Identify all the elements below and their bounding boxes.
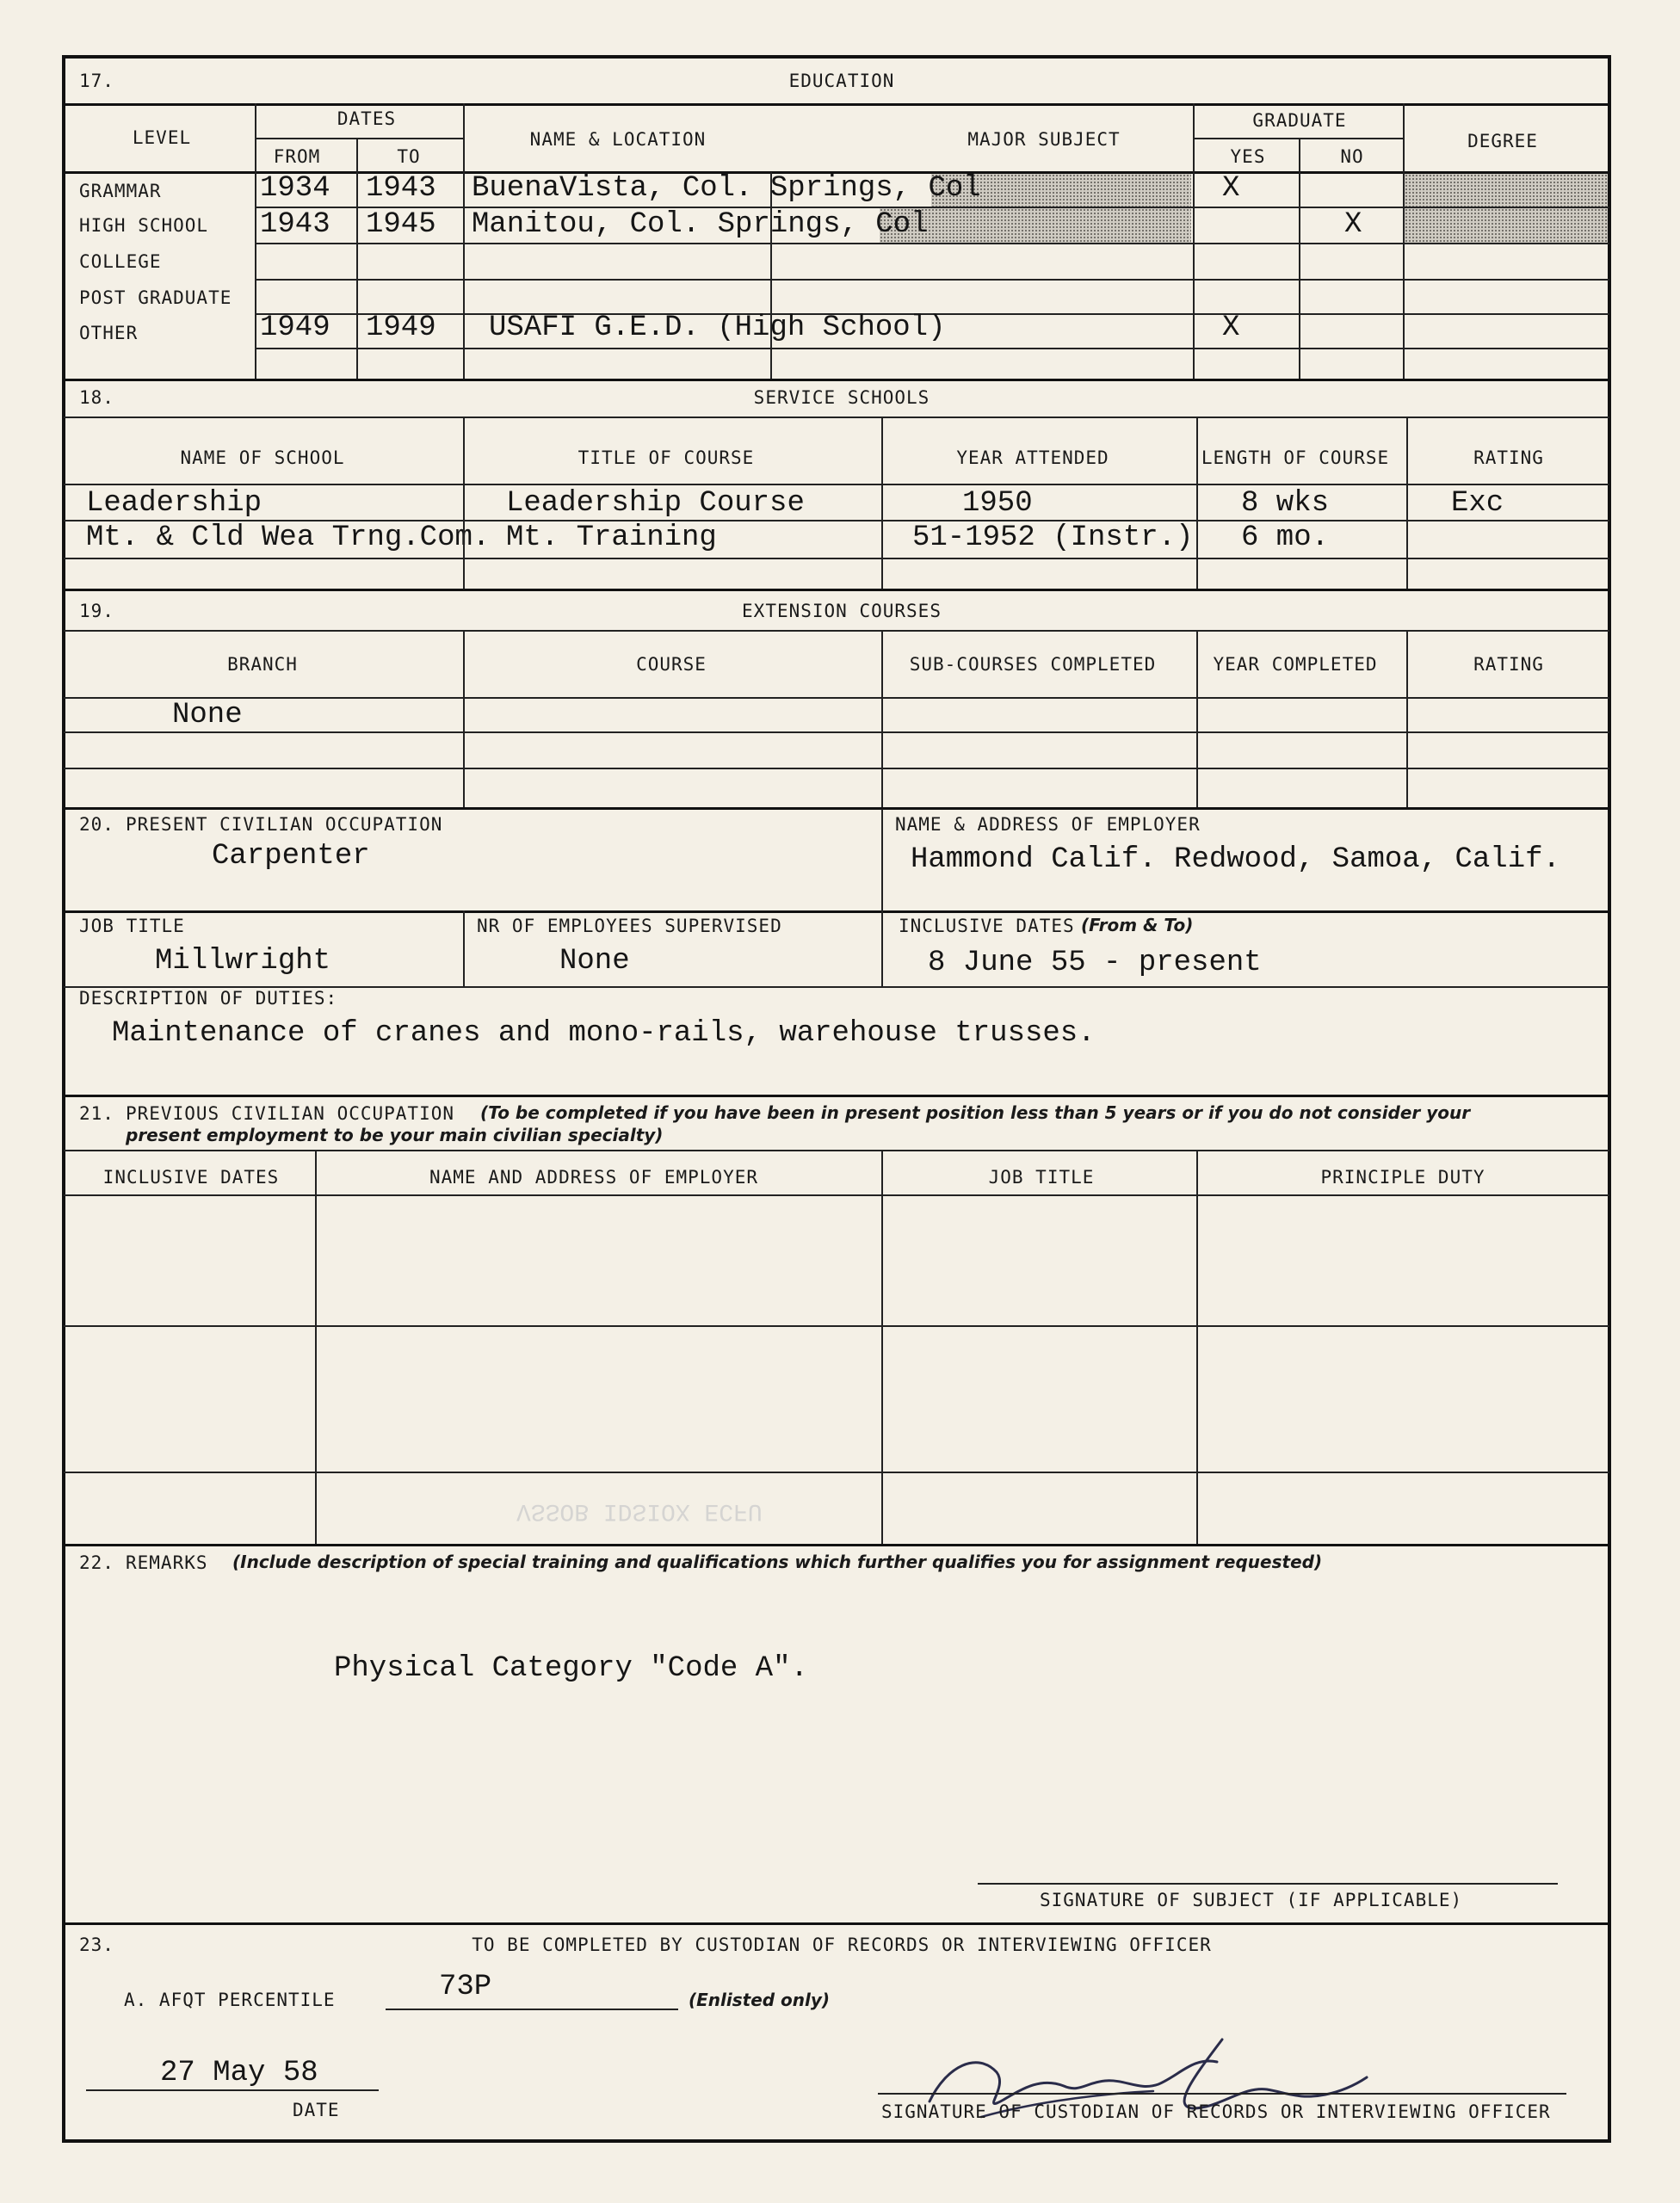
- edu-from: 1934: [260, 172, 330, 205]
- school-rating: Exc: [1451, 487, 1504, 520]
- employer-label: NAME & ADDRESS OF EMPLOYER: [895, 814, 1201, 835]
- previous-occupation-label: PREVIOUS CIVILIAN OCCUPATION: [126, 1103, 455, 1124]
- header-job-title: JOB TITLE: [988, 1167, 1095, 1188]
- school-length: 8 wks: [1241, 487, 1330, 520]
- edu-to: 1945: [366, 208, 436, 241]
- header-name-location: NAME & LOCATION: [529, 129, 707, 150]
- section-number: 17.: [79, 71, 114, 91]
- employer-value: Hammond Calif. Redwood, Samoa, Calif.: [911, 843, 1560, 876]
- section-number: 18.: [79, 387, 114, 408]
- level-post-graduate: POST GRADUATE: [79, 287, 232, 308]
- level-high-school: HIGH SCHOOL: [79, 215, 209, 236]
- header-course: COURSE: [636, 654, 707, 675]
- edu-to: 1949: [366, 312, 436, 344]
- job-title-label: JOB TITLE: [79, 916, 185, 936]
- custodian-title: TO BE COMPLETED BY CUSTODIAN OF RECORDS OR INTERVIEWING OFFICER: [472, 1935, 1212, 1955]
- school-year: 1950: [962, 487, 1033, 520]
- afqt-label: A. AFQT PERCENTILE: [124, 1990, 336, 2010]
- header-no: NO: [1340, 146, 1364, 167]
- signature-of-subject-label: SIGNATURE OF SUBJECT (IF APPLICABLE): [1040, 1890, 1463, 1910]
- shaded-cell: [1405, 208, 1608, 243]
- afqt-value: 73P: [439, 1971, 492, 2003]
- shaded-cell: [1405, 174, 1608, 207]
- level-other: OTHER: [79, 323, 139, 343]
- duties-value: Maintenance of cranes and mono-rails, warehouse trusses.: [112, 1017, 1096, 1050]
- job-title-value: Millwright: [155, 945, 331, 978]
- header-branch: BRANCH: [227, 654, 298, 675]
- section-title: EXTENSION COURSES: [742, 601, 942, 621]
- remarks-text: Physical Category "Code A".: [334, 1652, 808, 1685]
- school-year: 51-1952 (Instr.): [912, 521, 1194, 554]
- present-occupation-label: PRESENT CIVILIAN OCCUPATION: [126, 814, 443, 835]
- previous-occupation-note: present employment to be your main civilian specialty): [126, 1125, 664, 1145]
- school-length: 6 mo.: [1241, 521, 1330, 554]
- header-length-of-course: LENGTH OF COURSE: [1201, 447, 1390, 468]
- section-title: EDUCATION: [788, 71, 895, 91]
- level-college: COLLEGE: [79, 251, 162, 272]
- section-title: SERVICE SCHOOLS: [753, 387, 930, 408]
- edu-yes: X: [1222, 312, 1240, 344]
- header-level: LEVEL: [132, 127, 192, 148]
- header-inclusive-dates: INCLUSIVE DATES: [102, 1167, 280, 1188]
- extension-entry: None: [172, 699, 243, 731]
- header-year-completed: YEAR COMPLETED: [1213, 654, 1378, 675]
- edu-name-location: USAFI G.E.D. (High School): [489, 312, 946, 344]
- section-number: 20.: [79, 814, 114, 835]
- remarks-label: REMARKS: [126, 1552, 208, 1573]
- section-number: 21.: [79, 1103, 114, 1124]
- custodian-signature-label: SIGNATURE OF CUSTODIAN OF RECORDS OR INTERVIEWING OFFICER: [881, 2101, 1551, 2122]
- school-course: Leadership Course: [506, 487, 805, 520]
- header-name-of-school: NAME OF SCHOOL: [180, 447, 345, 468]
- school-name: Mt. & Cld Wea Trng.Com.: [86, 521, 491, 554]
- edu-yes: X: [1222, 172, 1240, 205]
- header-principle-duty: PRINCIPLE DUTY: [1320, 1167, 1485, 1188]
- header-year-attended: YEAR ATTENDED: [956, 447, 1109, 468]
- previous-occupation-note: (To be completed if you have been in present position less than 5 years or if you do not consider your: [480, 1102, 1471, 1123]
- edu-from: 1943: [260, 208, 330, 241]
- header-to: TO: [397, 146, 421, 167]
- remarks-note: (Include description of special training and qualifications which further qualifies you for assignment requested): [232, 1552, 1323, 1572]
- edu-to: 1943: [366, 172, 436, 205]
- header-rating: RATING: [1473, 654, 1544, 675]
- supervised-label: NR OF EMPLOYEES SUPERVISED: [477, 916, 782, 936]
- header-title-of-course: TITLE OF COURSE: [578, 447, 755, 468]
- inclusive-dates-hint: (From & To): [1081, 915, 1194, 935]
- edu-name-location: Manitou, Col. Springs, Col: [472, 208, 929, 241]
- afqt-note: (Enlisted only): [689, 1990, 831, 2010]
- present-occupation-value: Carpenter: [212, 840, 370, 873]
- bleed-through-text: VSSOB IDSIOX ECFU: [516, 1497, 763, 1524]
- school-course: Mt. Training: [506, 521, 717, 554]
- header-employer: NAME AND ADDRESS OF EMPLOYER: [429, 1167, 759, 1188]
- section-number: 22.: [79, 1552, 114, 1573]
- date-label: DATE: [293, 2100, 340, 2120]
- school-name: Leadership: [86, 487, 262, 520]
- inclusive-dates-label: INCLUSIVE DATES: [899, 916, 1075, 936]
- edu-no: X: [1344, 208, 1362, 241]
- supervised-value: None: [559, 945, 630, 978]
- edu-from: 1949: [260, 312, 330, 344]
- header-rating: RATING: [1473, 447, 1544, 468]
- form-frame: [62, 55, 1611, 2143]
- inclusive-dates-value: 8 June 55 - present: [928, 947, 1262, 979]
- header-dates: DATES: [337, 108, 397, 129]
- duties-label: DESCRIPTION OF DUTIES:: [79, 988, 338, 1009]
- edu-name-location: BuenaVista, Col. Springs, Col: [472, 172, 981, 205]
- date-value: 27 May 58: [160, 2057, 318, 2089]
- section-number: 19.: [79, 601, 114, 621]
- header-degree: DEGREE: [1467, 131, 1538, 151]
- section-number: 23.: [79, 1935, 114, 1955]
- header-sub-courses: SUB-COURSES COMPLETED: [909, 654, 1157, 675]
- header-from: FROM: [273, 146, 321, 167]
- level-grammar: GRAMMAR: [79, 181, 162, 201]
- header-graduate: GRADUATE: [1252, 110, 1347, 131]
- header-major-subject: MAJOR SUBJECT: [967, 129, 1121, 150]
- header-yes: YES: [1230, 146, 1266, 167]
